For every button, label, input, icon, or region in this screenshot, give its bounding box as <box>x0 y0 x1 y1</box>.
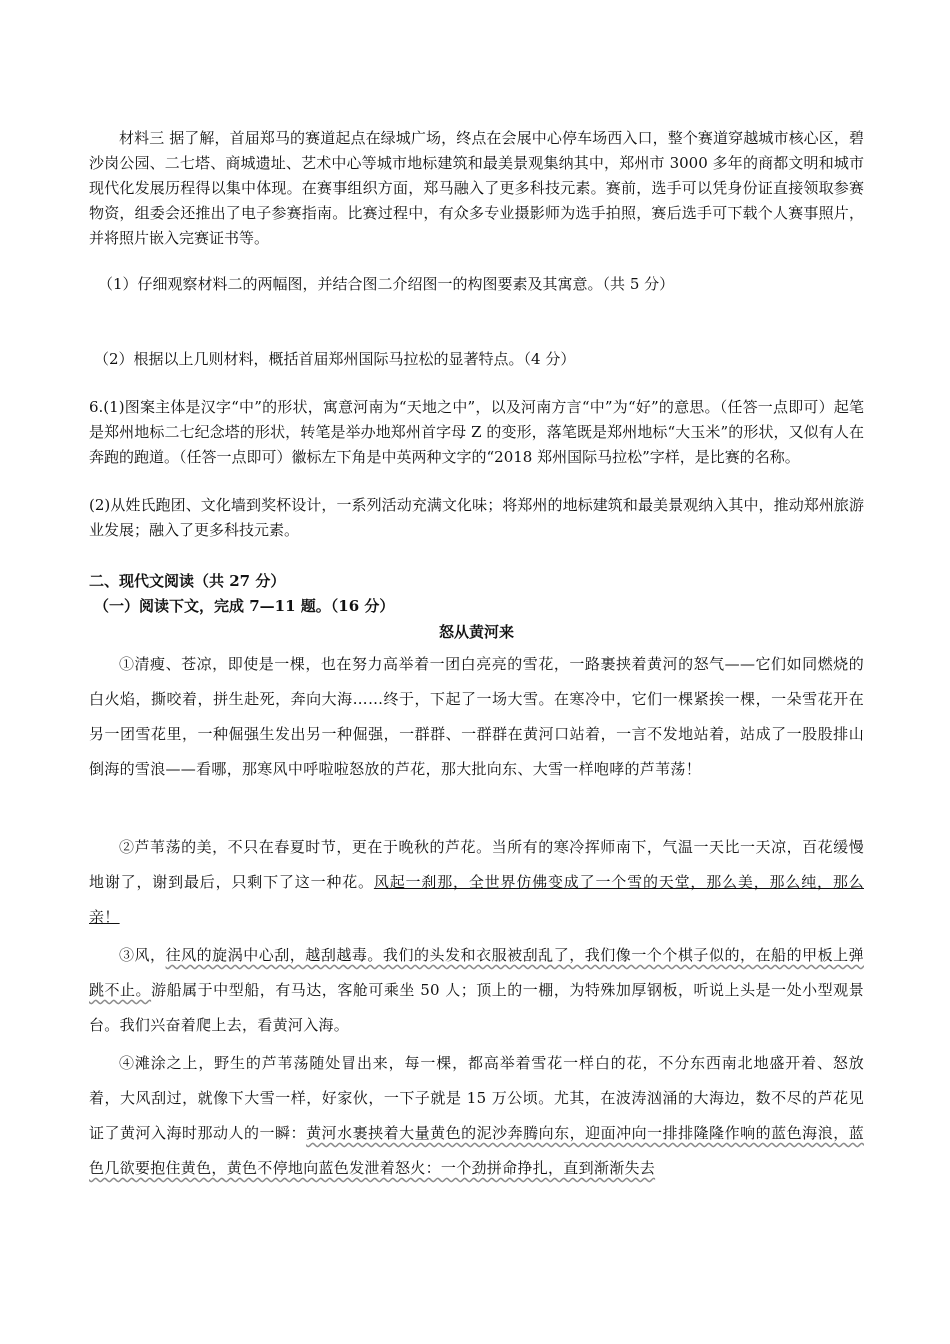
material-three-paragraph: 材料三 据了解，首届郑马的赛道起点在绿城广场，终点在会展中心停车场西入口，整个赛道穿越城市核心区，碧沙岗公园、二七塔、商城遗址、艺术中心等城市地标建筑和最美景观集纳其中，郑州市 3000 多年的商都文明和城市现代化发展历程得以集中体现。在赛事组织方面，郑马融入了更多科技元素。赛前，选手可以凭身份证直接领取参赛物资，组委会还推出了电子参赛指南。比赛过程中，有众多专业摄影师为选手拍照，赛后选手可下载个人赛事照片，并将照片嵌入完赛证书等。 <box>89 129 864 247</box>
essay-paragraph-2-underlined: 风起一刹那，全世界仿佛变成了一个雪的天堂，那么美，那么纯，那么亲！ <box>89 873 864 926</box>
essay-paragraph-4-text: ④滩涂之上，野生的芦苇荡随处冒出来，每一棵，都高举着雪花一样白的花，不分东西南北地盛开着、怒放着，大风刮过，就像下大雪一样，好家伙，一下子就是 15 万公顷。尤其，在波涛汹涌的大海边，数不尽的芦花见证了黄河入海时那动人的一瞬： <box>89 1054 864 1142</box>
question-2: （2）根据以上几则材料，概括首届郑州国际马拉松的显著特点。（4 分） <box>94 350 576 368</box>
essay-paragraph-3 <box>89 938 864 1043</box>
essay-paragraph-3-wavy: 往风的旋涡中心刮，越刮越毒。我们的头发和衣服被刮乱了，我们像一个个棋子似的，在船的甲板上弹跳不止。 <box>89 946 864 999</box>
question-1: （1）仔细观察材料二的两幅图，并结合图二介绍图一的构图要素及其寓意。（共 5 分） <box>98 275 675 293</box>
answer-2: (2)从姓氏跑团、文化墙到奖杯设计，一系列活动充满文化味；将郑州的地标建筑和最美景观纳入其中，推动郑州旅游业发展；融入了更多科技元素。 <box>89 496 864 539</box>
essay-paragraph-1: ①清瘦、苍凉，即使是一棵，也在努力高举着一团白亮亮的雪花，一路裹挟着黄河的怒气——它们如同燃烧的白火焰，撕咬着，拼生赴死，奔向大海……终于，下起了一场大雪。在寒冷中，它们一棵紧挨一棵，一朵雪花开在另一团雪花里，一种倔强生发出另一种倔强，一群群、一群群在黄河口站着，一言不发地站着，站成了一股股排山倒海的雪浪——看哪，那寒风中呼啦啦怒放的芦花，那大批向东、大雪一样咆哮的芦苇荡！ <box>89 655 864 778</box>
essay-paragraph-4 <box>89 1046 864 1186</box>
essay-paragraph-4-wavy: 黄河水裹挟着大量黄色的泥沙奔腾向东，迎面冲向一排排隆隆作响的蓝色海浪，蓝色几欲要抱住黄色，黄色不停地向蓝色发泄着怒火：一个劲拼命挣扎，直到渐渐失去 <box>89 1124 864 1177</box>
answer-1: 6.(1)图案主体是汉字“中”的形状，寓意河南为“天地之中”，以及河南方言“中”为“好”的意思。（任答一点即可）起笔是郑州地标二七纪念塔的形状，转笔是举办地郑州首字母 Z 的变形，落笔既是郑州地标“大玉米”的形状，又似有人在奔跑的跑道。（任答一点即可）徽标左下角是中英两种文字的“2018 郑州国际马拉松”字样，是比赛的名称。 <box>89 398 864 466</box>
essay-paragraph-3-text: 游船属于中型船，有马达，客舱可乘坐 50 人；顶上的一棚，为特殊加厚钢板，听说上头是一处小型观景台。我们兴奋着爬上去，看黄河入海。 <box>89 981 865 1034</box>
section-heading: 二、现代文阅读（共 27 分） <box>89 572 286 590</box>
essay-paragraph-3-lead: ③风， <box>119 946 166 964</box>
essay-title: 怒从黄河来 <box>438 623 514 641</box>
sub-section-heading: （一）阅读下文，完成 7—11 题。（16 分） <box>94 597 395 615</box>
essay-paragraph-2-text: ②芦苇荡的美，不只在春夏时节，更在于晚秋的芦花。当所有的寒冷挥师南下，气温一天比一天凉，百花缓慢地谢了，谢到最后，只剩下了这一种花。 <box>89 838 864 891</box>
essay-paragraph-2 <box>89 830 864 935</box>
